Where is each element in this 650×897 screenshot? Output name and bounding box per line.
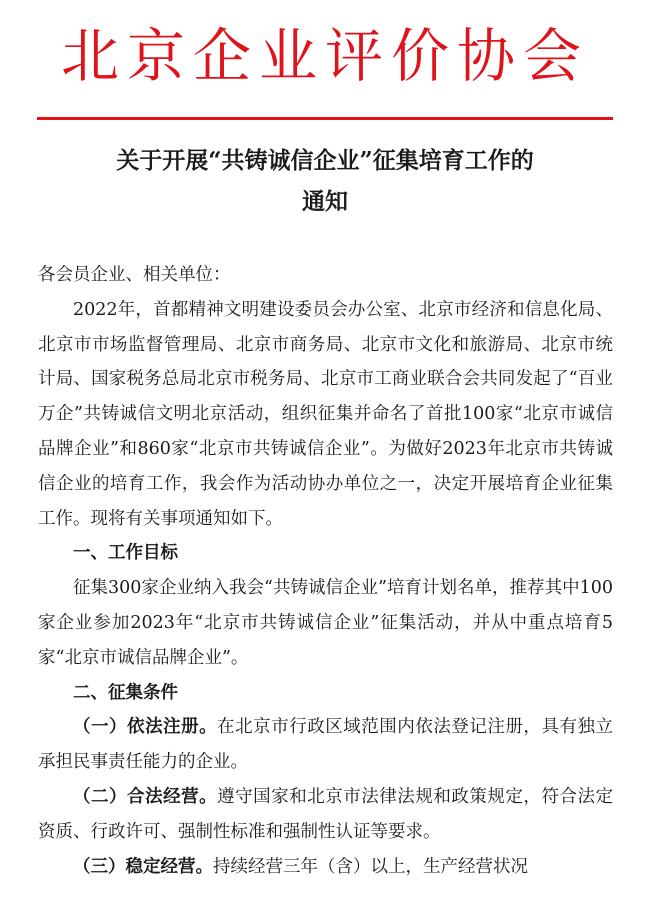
document-title	[40, 140, 610, 222]
condition-paragraph	[38, 780, 613, 850]
section-1-paragraph: 征集300家企业纳入我会“共铸诚信企业”培育计划名单，推荐其中100家企业参加2023年“北京市共铸诚信企业”征集活动，并从中重点培育5家“北京市诚信品牌企业”。	[38, 578, 613, 668]
condition-lead: （三）稳定经营。	[73, 856, 213, 877]
letterhead-org-name: 北京企业评价协会	[60, 22, 589, 90]
condition-text: 持续经营三年（含）以上，生产经营状况	[213, 856, 528, 877]
condition-text: 遵守国家和北京市法律法规和政策规定，符合法定资质、行政许可、强制性标准和强制性认证等要求。	[38, 786, 614, 842]
condition-text: 在北京市行政区域范围内依法登记注册，具有独立承担民事责任能力的企业。	[38, 717, 614, 773]
condition-lead: （一）依法注册。	[73, 717, 218, 738]
condition-lead: （二）合法经营。	[73, 786, 218, 807]
condition-paragraph	[38, 850, 613, 885]
document-body	[38, 258, 613, 884]
condition-paragraph	[38, 710, 613, 780]
document-title-line-2: 通知	[302, 188, 348, 215]
section-2-heading: 二、征集条件	[73, 682, 178, 703]
section-1-heading: 一、工作目标	[73, 543, 178, 564]
document-title-line-1: 关于开展“共铸诚信企业”征集培育工作的	[116, 147, 534, 174]
letterhead-red-rule	[37, 117, 613, 120]
intro-paragraph: 2022年，首都精神文明建设委员会办公室、北京市经济和信息化局、北京市市场监督管理局、北京市商务局、北京市文化和旅游局、北京市统计局、国家税务总局北京市税务局、北京市工商业联合会共同发起了“百业万企”共铸诚信文明北京活动，组织征集并命名了首批100家“北京市诚信品牌企业”和860家“北京市共铸诚信企业”。为做好2023年北京市共铸诚信企业的培育工作，我会作为活动协办单位之一，决定开展培育企业征集工作。现将有关事项通知如下。	[38, 299, 613, 529]
salutation: 各会员企业、相关单位：	[38, 265, 231, 285]
